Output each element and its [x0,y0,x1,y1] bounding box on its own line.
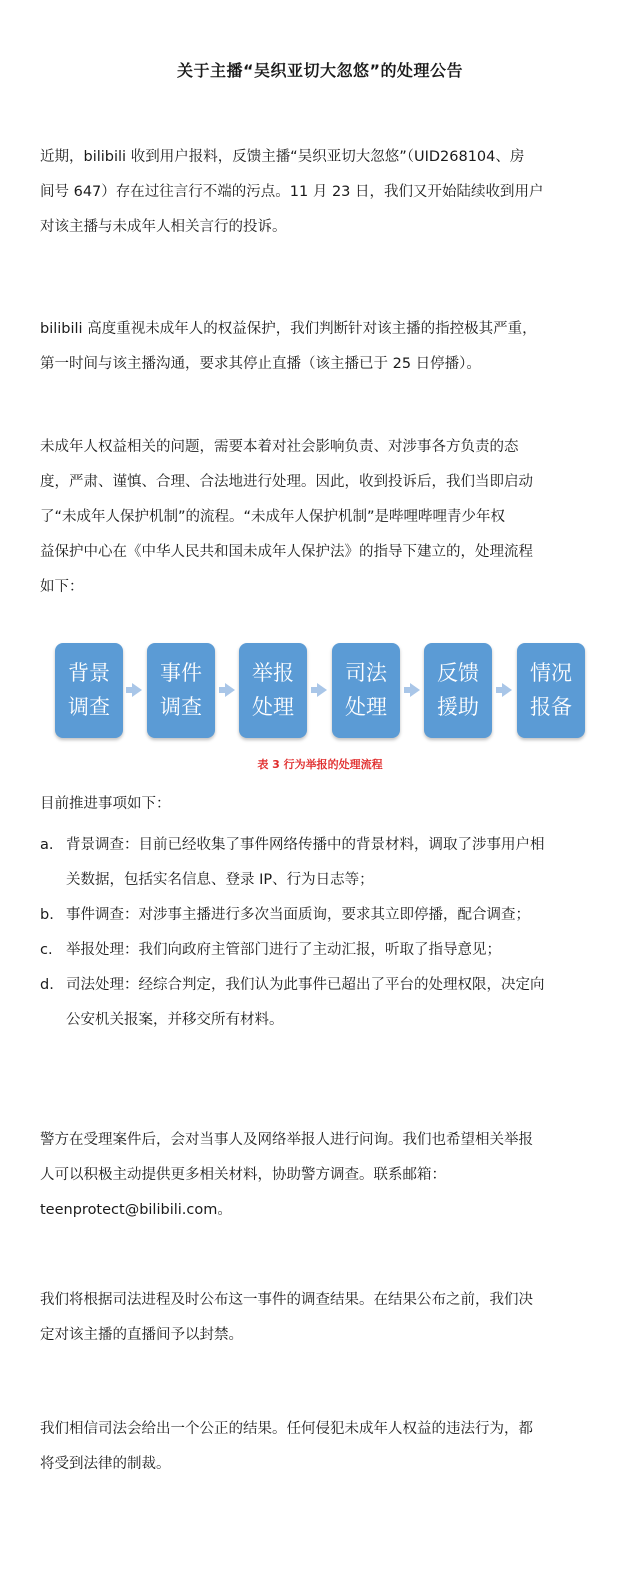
paragraph-line: 度，严肃、谨慎、合理、合法地进行处理。因此，收到投诉后，我们当即启动 [40,474,533,490]
paragraph-line: 对该主播与未成年人相关言行的投诉。 [40,219,287,235]
police-paragraph [40,1123,612,1228]
list-item-line: 背景调查：目前已经收集了事件网络传播中的背景材料，调取了涉事用户相 [66,837,545,853]
paragraph-line: 警方在受理案件后，会对当事人及网络举报人进行问询。我们也希望相关举报 [40,1132,533,1148]
figure-caption: 表 3 行为举报的处理流程 [257,758,383,771]
list-marker: a. [40,837,54,853]
list-marker: b. [40,907,54,923]
paragraph-line: 我们将根据司法进程及时公布这一事件的调查结果。在结果公布之前，我们决 [40,1292,533,1308]
list-item [40,968,620,1038]
mechanism-paragraph [40,430,612,605]
paragraph-line: bilibili 高度重视未成年人的权益保护，我们判断针对该主播的指控极其严重， [40,321,537,337]
protection-paragraph [40,312,612,382]
results-paragraph [40,1283,612,1353]
paragraph-line: 如下： [40,579,84,595]
list-item-line: 司法处理：经综合判定，我们认为此事件已超出了平台的处理权限，决定向 [66,977,545,993]
list-item-line: 事件调查：对涉事主播进行多次当面质询，要求其立即停播，配合调查； [66,907,530,923]
process-flow-diagram [55,643,585,738]
flow-step-situation-report: 情况 报备 [517,643,585,738]
flow-arrow-icon [317,683,327,697]
closing-paragraph [40,1412,612,1482]
progress-list [40,828,620,1038]
list-item-line: 公安机关报案，并移交所有材料。 [66,1012,284,1028]
flow-step-judicial-handling: 司法 处理 [332,643,400,738]
list-item-line: 关数据，包括实名信息、登录 IP、行为日志等； [66,872,374,888]
flow-arrow-icon [502,683,512,697]
flow-arrow-icon [225,683,235,697]
progress-heading: 目前推进事项如下： [40,796,171,812]
list-item [40,933,620,968]
paragraph-line: 了“未成年人保护机制”的流程。“未成年人保护机制”是哔哩哔哩青少年权 [40,509,506,525]
page-title: 关于主播“吴织亚切大忽悠”的处理公告 [176,61,464,80]
flow-step-feedback-assistance: 反馈 援助 [424,643,492,738]
paragraph-line: 人可以积极主动提供更多相关材料，协助警方调查。联系邮箱： [40,1167,446,1183]
flow-arrow-icon [132,683,142,697]
paragraph-line: 近期，bilibili 收到用户报料，反馈主播“吴织亚切大忽悠”（UID268104、房 [40,149,525,165]
paragraph-line: 未成年人权益相关的问题，需要本着对社会影响负责、对涉事各方负责的态 [40,439,519,455]
paragraph-line: 定对该主播的直播间予以封禁。 [40,1327,243,1343]
paragraph-line: 将受到法律的制裁。 [40,1456,171,1472]
list-marker: c. [40,942,53,958]
contact-email: teenprotect@bilibili.com。 [40,1202,232,1218]
flow-step-background-investigation: 背景 调查 [55,643,123,738]
list-item [40,898,620,933]
list-item-line: 举报处理：我们向政府主管部门进行了主动汇报，听取了指导意见； [66,942,501,958]
intro-paragraph [40,140,612,245]
paragraph-line: 第一时间与该主播沟通，要求其停止直播（该主播已于 25 日停播）。 [40,356,481,372]
list-item [40,828,620,898]
list-marker: d. [40,977,54,993]
flow-step-event-investigation: 事件 调查 [147,643,215,738]
flow-step-report-handling: 举报 处理 [239,643,307,738]
paragraph-line: 益保护中心在《中华人民共和国未成年人保护法》的指导下建立的，处理流程 [40,544,533,560]
flow-arrow-icon [410,683,420,697]
paragraph-line: 我们相信司法会给出一个公正的结果。任何侵犯未成年人权益的违法行为，都 [40,1421,533,1437]
paragraph-line: 间号 647）存在过往言行不端的污点。11 月 23 日，我们又开始陆续收到用户 [40,184,544,200]
